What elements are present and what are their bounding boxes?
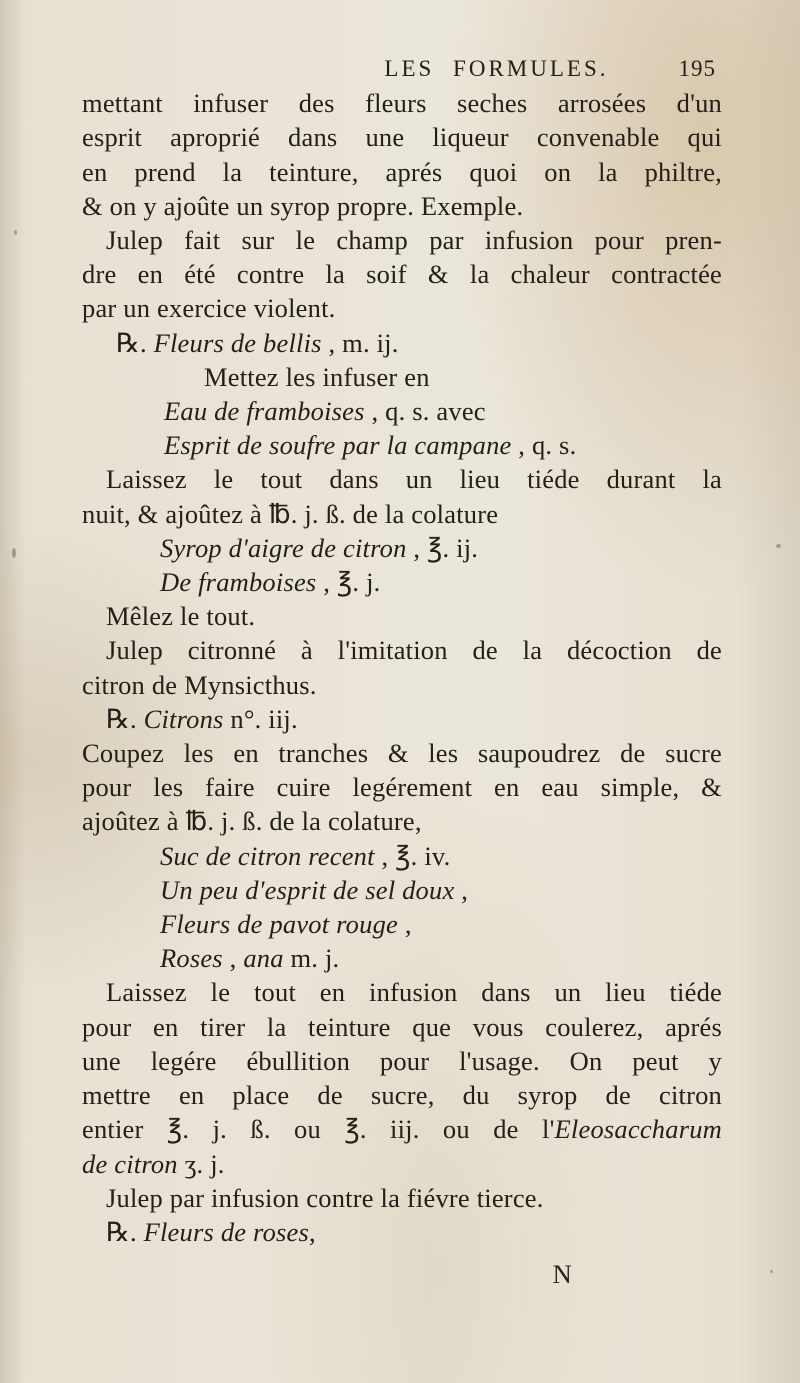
text-line: dre en été contre la soif & la chaleur contractée [82, 259, 722, 290]
roman-text: , ℥. j. [316, 567, 381, 598]
text-line: citron de Mynsicthus. [82, 669, 317, 700]
italic-text: Syrop d'aigre de citron [160, 532, 407, 563]
text-line: Mettez les infuser en [204, 361, 430, 392]
text-line: mettre en place de sucre, du syrop de citron [82, 1080, 722, 1111]
text-line [82, 839, 722, 873]
italic-text: De framboises [160, 567, 317, 598]
roman-text: m. j. [283, 943, 340, 974]
text-line: Julep par infusion contre la fiévre tierce. [106, 1182, 544, 1213]
text-line [82, 428, 722, 462]
running-title: LES FORMULES. [384, 56, 609, 81]
text-line [82, 1215, 722, 1249]
roman-text: ʒ. j. [177, 1148, 225, 1179]
paper-speck [776, 544, 781, 548]
roman-text: ℞. [106, 1216, 144, 1247]
roman-text: , [454, 874, 469, 905]
italic-text: Suc de citron recent [160, 840, 375, 871]
paper-speck [14, 230, 17, 235]
italic-text: Un peu d'esprit de sel doux [160, 874, 455, 905]
italic-text: Roses [160, 943, 223, 974]
roman-text: , ℥. ij. [406, 532, 479, 563]
text-line: ajoûtez à ℔. j. ß. de la colature, [82, 806, 422, 837]
roman-text: entier ℥. j. ß. ou ℥. iij. ou de l' [82, 1114, 555, 1145]
paper-speck [770, 1270, 773, 1273]
italic-text: ana [243, 943, 284, 974]
page-number: 195 [678, 56, 716, 81]
text-line [82, 873, 722, 907]
roman-text: , ℥. iv. [374, 840, 451, 871]
italic-text: Fleurs de roses [143, 1216, 310, 1247]
italic-text: Esprit de soufre par la campane [164, 430, 512, 461]
text-line: Laissez le tout dans un lieu tiéde durant la [106, 464, 722, 495]
body-text [82, 86, 722, 1249]
roman-text: , m. ij. [321, 327, 399, 358]
text-line: mettant infuser des fleurs seches arrosées d'un [82, 88, 722, 119]
text-line: Laissez le tout en infusion dans un lieu tiéde [106, 977, 722, 1008]
italic-text: de citron [82, 1148, 178, 1179]
roman-text: ℞. [106, 703, 144, 734]
text-line [82, 941, 722, 975]
roman-text: , [398, 909, 412, 940]
text-line: esprit aproprié dans une liqueur convenable qui [82, 122, 722, 153]
text-line: Coupez les en tranches & les saupoudrez de sucre [82, 738, 722, 769]
signature-mark: N [552, 1259, 572, 1290]
roman-text: n°. iij. [223, 703, 298, 734]
text-line: une legére ébullition pour l'usage. On peut y [82, 1045, 722, 1076]
roman-text: , [309, 1216, 316, 1247]
roman-text: , q. s. avec [364, 396, 486, 427]
roman-text: , q. s. [511, 430, 577, 461]
text-line: pour les faire cuire legérement en eau simple, & [82, 772, 722, 803]
text-line [82, 702, 722, 736]
paper-speck [12, 548, 16, 558]
italic-text: Citrons [143, 703, 224, 734]
roman-text: ℞. [116, 327, 154, 358]
text-line [82, 1147, 722, 1181]
italic-text: Eleosaccharum [554, 1114, 722, 1145]
text-line: par un exercice violent. [82, 293, 336, 324]
text-line: Julep fait sur le champ par infusion pour pren- [106, 225, 722, 256]
text-line: Julep citronné à l'imitation de la décoction de [106, 635, 722, 666]
page-text [82, 52, 722, 1291]
text-line [82, 326, 722, 360]
text-line [82, 565, 722, 599]
italic-text: Fleurs de pavot rouge [160, 909, 398, 940]
text-line: Mêlez le tout. [106, 601, 256, 632]
roman-text: , [222, 943, 244, 974]
text-line: en prend la teinture, aprés quoi on la philtre, [82, 156, 722, 187]
text-line: & on y ajoûte un syrop propre. Exemple. [82, 190, 524, 221]
text-line [82, 394, 722, 428]
text-line: pour en tirer la teinture que vous coulerez, aprés [82, 1011, 722, 1042]
text-line [82, 1112, 722, 1146]
italic-text: Eau de framboises [164, 396, 365, 427]
text-line [82, 531, 722, 565]
text-line: nuit, & ajoûtez à ℔. j. ß. de la colature [82, 498, 499, 529]
text-line [82, 907, 722, 941]
running-header [82, 52, 722, 86]
italic-text: Fleurs de bellis [153, 327, 322, 358]
